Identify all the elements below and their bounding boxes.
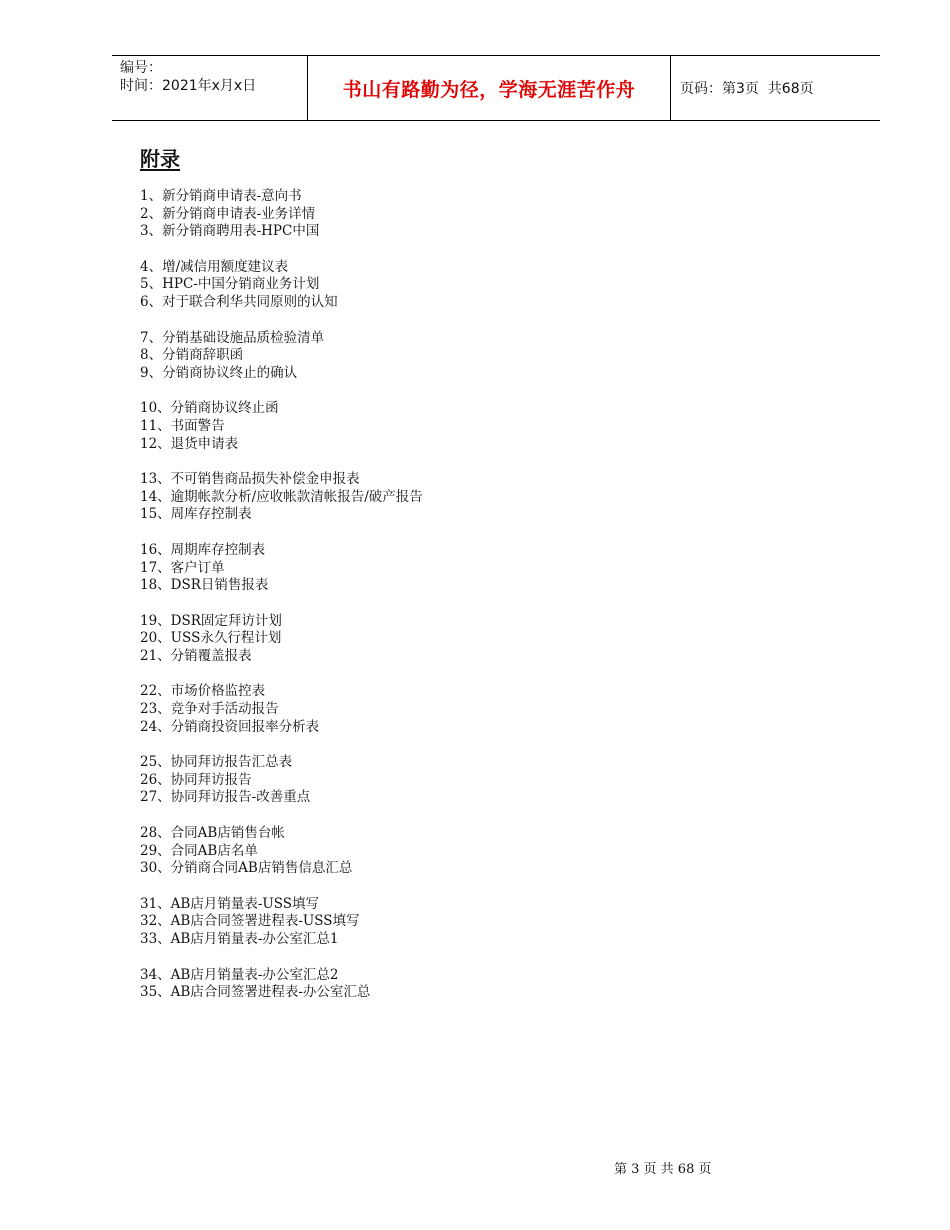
appendix-item: 11、书面警告 — [140, 417, 225, 434]
page-title: 附录 — [140, 147, 180, 171]
appendix-item: 25、协同拜访报告汇总表 — [140, 754, 293, 771]
appendix-group — [140, 400, 423, 453]
appendix-item: 29、合同AB店名单 — [140, 842, 258, 859]
appendix-item: 19、DSR固定拜访计划 — [140, 612, 282, 629]
appendix-item: 33、AB店月销量表-办公室汇总1 — [140, 931, 339, 947]
header-meta — [112, 56, 307, 120]
appendix-item: 30、分销商合同AB店销售信息汇总 — [140, 860, 353, 877]
appendix-item: 14、逾期帐款分析/应收帐款清帐报告/破产报告 — [140, 488, 423, 505]
appendix-item: 1、新分销商申请表-意向书 — [140, 188, 302, 204]
appendix-group — [140, 613, 423, 666]
appendix-item: 2、新分销商申请表-业务详情 — [140, 205, 316, 222]
appendix-group — [140, 967, 423, 1002]
page-footer: 第 3 页 共 68 页 — [614, 1162, 712, 1177]
appendix-item: 16、周期库存控制表 — [140, 541, 266, 558]
appendix-item: 13、不可销售商品损失补偿金申报表 — [140, 471, 360, 488]
appendix-item: 17、客户订单 — [140, 559, 225, 576]
appendix-group — [140, 542, 423, 595]
appendix-item: 35、AB店合同签署进程表-办公室汇总 — [140, 984, 371, 1001]
appendix-item: 27、协同拜访报告-改善重点 — [140, 789, 311, 806]
appendix-item: 10、分销商协议终止函 — [140, 400, 279, 417]
appendix-item: 7、分销基础设施品质检验清单 — [140, 329, 325, 346]
appendix-item: 4、增/减信用额度建议表 — [140, 258, 289, 275]
appendix-item: 12、退货申请表 — [140, 435, 239, 452]
appendix-item: 34、AB店月销量表-办公室汇总2 — [140, 966, 339, 983]
header-motto: 书山有路勤为径，学海无涯苦作舟 — [342, 78, 636, 101]
appendix-item: 8、分销商辞职函 — [140, 347, 244, 364]
appendix-item: 18、DSR日销售报表 — [140, 577, 269, 594]
serial-label: 编号： — [120, 60, 162, 76]
page-header — [112, 55, 880, 121]
appendix-group — [140, 754, 423, 807]
appendix-item: 15、周库存控制表 — [140, 506, 252, 523]
appendix-group — [140, 683, 423, 736]
appendix-item: 20、USS永久行程计划 — [140, 630, 282, 647]
appendix-item: 6、对于联合利华共同原则的认知 — [140, 293, 338, 310]
appendix-item: 23、竞争对手活动报告 — [140, 701, 279, 718]
header-motto-cell — [307, 56, 671, 120]
header-page-info: 页码：第3页 共68页 — [680, 81, 814, 97]
time-label: 时间：2021年x月x日 — [120, 78, 257, 94]
appendix-item: 3、新分销商聘用表-HPC中国 — [140, 223, 320, 240]
appendix-item: 32、AB店合同签署进程表-USS填写 — [140, 913, 360, 930]
appendix-item: 9、分销商协议终止的确认 — [140, 364, 298, 381]
appendix-group — [140, 825, 423, 878]
appendix-item: 21、分销覆盖报表 — [140, 647, 252, 664]
appendix-list — [140, 188, 423, 1020]
appendix-group — [140, 896, 423, 949]
appendix-item: 5、HPC-中国分销商业务计划 — [140, 276, 320, 293]
appendix-group — [140, 188, 423, 241]
appendix-group — [140, 471, 423, 524]
appendix-item: 26、协同拜访报告 — [140, 771, 252, 788]
appendix-group — [140, 259, 423, 312]
appendix-item: 31、AB店月销量表-USS填写 — [140, 895, 320, 912]
appendix-item: 22、市场价格监控表 — [140, 683, 266, 700]
appendix-item: 28、合同AB店销售台帐 — [140, 825, 285, 842]
appendix-group — [140, 330, 423, 383]
appendix-item: 24、分销商投资回报率分析表 — [140, 718, 320, 735]
